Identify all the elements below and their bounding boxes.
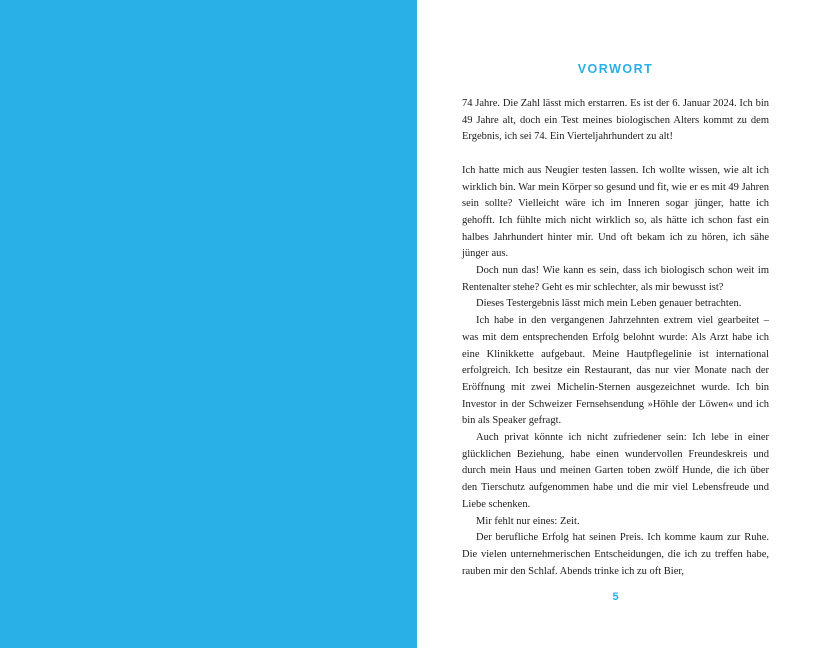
paragraph: Mir fehlt nur eines: Zeit.	[476, 515, 580, 527]
paragraph: Der berufliche Erfolg hat seinen Preis. Ich komme kaum zur Ruhe. Die vielen unternehmerischen Entscheidungen, die ich zu treffen habe, rauben mir den Schlaf. Abends trinke ich zu oft Bier,	[462, 532, 769, 577]
paragraph: Doch nun das! Wie kann es sein, dass ich biologisch schon weit im Rentenalter stehe? Geht es mir schlechter, als mir bewusst ist?	[462, 265, 769, 293]
paragraph: Ich hatte mich aus Neugier testen lassen. Ich wollte wissen, wie alt ich wirklich bin. War mein Körper so gesund und fit, wie er es mit 49 Jahren sein sollte? Vielleicht wäre ich im Inneren sogar jünger, hatte ich gehofft. Ich fühlte mich nicht wirklich so, als hätte ich schon fast ein halbes Jahrhundert hinter mir. Und oft bekam ich zu hören, ich sähe jünger aus.	[462, 164, 769, 260]
paragraph: Ich habe in den vergangenen Jahrzehnten extrem viel gearbeitet – was mit dem entsprechenden Erfolg belohnt wurde: Als Arzt habe ich eine Klinikkette aufgebaut. Meine Hautpflegelinie ist international erfolgreich. Ich besitze ein Restaurant, das nur vier Monate nach der Eröffnung mit zwei Michelin-Sternen ausgezeichnet wurde. Ich bin Investor in der Schweizer Fernsehsendung »Höhle der Löwen« und ich bin als Speaker gefragt.	[462, 315, 769, 427]
paragraph: Dieses Testergebnis lässt mich mein Leben genauer betrachten.	[476, 298, 742, 310]
chapter-title: VORWORT	[577, 62, 654, 76]
page-number: 5	[612, 591, 619, 603]
body-text	[462, 96, 769, 580]
right-page	[417, 0, 833, 648]
paragraph: 74 Jahre. Die Zahl lässt mich erstarren. Es ist der 6. Januar 2024. Ich bin 49 Jahre alt, doch ein Test meines biologischen Alters kommt zu dem Ergebnis, ich sei 74. Ein Vierteljahrhundert zu alt!	[462, 98, 769, 143]
paragraph: Auch privat könnte ich nicht zufriedener sein: Ich lebe in einer glücklichen Beziehung, habe einen wundervollen Freundeskreis und durch mein Haus und meinen Garten toben zwölf Hunde, die ich über den Tierschutz aufgenommen habe und die mir viel Lebensfreude und Liebe schenken.	[462, 432, 769, 510]
